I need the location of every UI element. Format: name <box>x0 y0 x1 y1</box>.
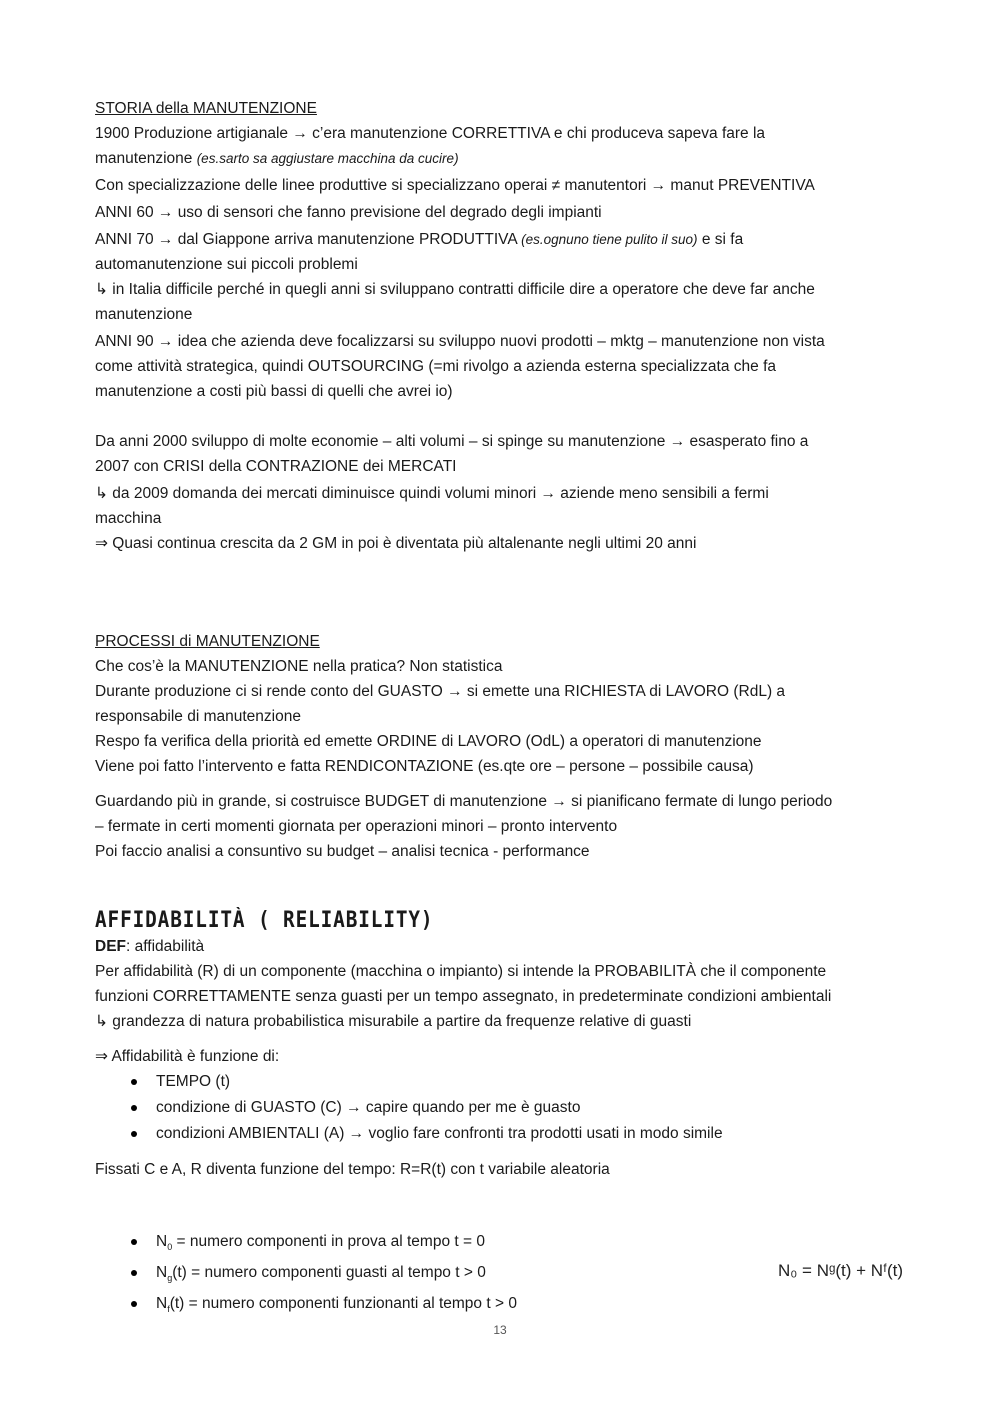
list-item-text: condizioni AMBIENTALI (A) → voglio fare confronti tra prodotti usati in modo simile <box>156 1125 723 1142</box>
section-title-processi: PROCESSI di MANUTENZIONE <box>95 633 320 650</box>
bullet-icon <box>131 1270 137 1276</box>
subscript: g <box>167 1273 173 1284</box>
section-title-storia: STORIA della MANUTENZIONE <box>95 100 317 117</box>
paragraph-line: Respo fa verifica della priorità ed emette ORDINE di LAVORO (OdL) a operatori di manutenzione <box>95 733 762 750</box>
formula: N₀ = Nᵍ(t) + Nᶠ(t) <box>778 1261 904 1280</box>
paragraph-line: – fermate in certi momenti giornata per operazioni minori – pronto intervento <box>95 818 618 835</box>
paragraph-line: Poi faccio analisi a consuntivo su budget – analisi tecnica - performance <box>95 843 590 860</box>
paragraph-line: Viene poi fatto l’intervento e fatta RENDICONTAZIONE (es.qte ore – persone – possibile causa) <box>95 758 754 775</box>
text-run: : affidabilità <box>126 938 205 955</box>
paragraph-line: Durante produzione ci si rende conto del GUASTO → si emette una RICHIESTA di LAVORO (RdL) a <box>95 683 786 700</box>
bullet-icon <box>131 1079 137 1085</box>
list-item <box>95 1121 905 1147</box>
bullet-icon <box>131 1105 137 1111</box>
paragraph-line: ⇒ Quasi continua crescita da 2 GM in poi è diventata più altalenante negli ultimi 20 anni <box>95 535 697 552</box>
document-page <box>95 96 905 1322</box>
def-label: DEF <box>95 938 126 955</box>
paragraph-line: ⇒ Affidabilità è funzione di: <box>95 1048 280 1065</box>
symbol: N <box>156 1264 168 1282</box>
italic-note: (es.ognuno tiene pulito il suo) <box>521 232 698 247</box>
paragraph-line <box>95 227 905 252</box>
paragraph-line: ↳ grandezza di natura probabilistica misurabile a partire da frequenze relative di guasti <box>95 1013 692 1030</box>
page-number: 13 <box>493 1323 507 1337</box>
list-item-text: = numero componenti in prova al tempo t = 0 <box>172 1233 485 1250</box>
heading-affidabilita: AFFIDABILITÀ ( RELIABILITY) <box>95 908 434 933</box>
paragraph-line: ANNI 90 → idea che azienda deve focalizzarsi su sviluppo nuovi prodotti – mktg – manutenzione non vista <box>95 333 825 350</box>
paragraph-line: funzioni CORRETTAMENTE senza guasti per un tempo assegnato, in predeterminate condizioni ambientali <box>95 988 832 1005</box>
paragraph-line: ANNI 60 → uso di sensori che fanno previsione del degrado degli impianti <box>95 204 602 221</box>
spacer <box>95 404 905 429</box>
paragraph-line: manutenzione <box>95 306 193 323</box>
list-item <box>95 1095 905 1121</box>
subscript: 0 <box>167 1242 173 1253</box>
bullet-icon <box>131 1301 137 1307</box>
spacer <box>95 556 905 629</box>
list-item-text: (t) = numero componenti funzionanti al tempo t > 0 <box>169 1295 517 1313</box>
text-run: ANNI 70 → dal Giappone arriva manutenzione PRODUTTIVA <box>95 231 522 248</box>
spacer <box>95 779 905 789</box>
italic-note: (es.sarto sa aggiustare macchina da cucire) <box>196 151 459 166</box>
paragraph-line <box>95 146 905 171</box>
bullet-icon <box>131 1131 137 1137</box>
paragraph-line: Con specializzazione delle linee produttive si specializzano operai ≠ manutentori → manut PREVENTIVA <box>95 177 815 194</box>
paragraph-line: manutenzione a costi più bassi di quelli che avrei io) <box>95 383 453 400</box>
spacer <box>95 1182 905 1229</box>
symbol: N <box>156 1295 168 1313</box>
spacer <box>95 1147 905 1157</box>
bullet-icon <box>131 1239 137 1245</box>
list-item-text: (t) = numero componenti guasti al tempo t > 0 <box>172 1264 486 1282</box>
list-item <box>95 1229 905 1260</box>
paragraph-line: Guardando più in grande, si costruisce BUDGET di manutenzione → si pianificano fermate di lungo periodo <box>95 793 833 810</box>
paragraph-line: Che cos’è la MANUTENZIONE nella pratica? Non statistica <box>95 658 503 675</box>
paragraph-line: macchina <box>95 510 162 527</box>
paragraph-line: responsabile di manutenzione <box>95 708 301 725</box>
paragraph-line: automanutenzione sui piccoli problemi <box>95 256 358 273</box>
symbol: N <box>156 1233 168 1250</box>
spacer <box>95 1034 905 1044</box>
text-run: manutenzione <box>95 150 197 167</box>
text-run: e si fa <box>697 231 744 248</box>
subscript: f <box>167 1304 170 1315</box>
list-item <box>95 1069 905 1095</box>
paragraph-line: ↳ da 2009 domanda dei mercati diminuisce quindi volumi minori → aziende meno sensibili a fermi <box>95 485 769 502</box>
spacer <box>95 864 905 904</box>
paragraph-line: Per affidabilità (R) di un componente (macchina o impianto) si intende la PROBABILITÀ che il componente <box>95 963 827 980</box>
paragraph-line: 1900 Produzione artigianale → c’era manutenzione CORRETTIVA e chi produceva sapeva fare la <box>95 125 766 142</box>
paragraph-line: ↳ in Italia difficile perché in quegli anni si sviluppano contratti difficile dire a operatore che deve far anche <box>95 281 815 298</box>
paragraph-line: Da anni 2000 sviluppo di molte economie – alti volumi – si spinge su manutenzione → esasperato fino a <box>95 433 809 450</box>
list-item-text: condizione di GUASTO (C) → capire quando per me è guasto <box>156 1099 581 1116</box>
paragraph-line: Fissati C e A, R diventa funzione del tempo: R=R(t) con t variabile aleatoria <box>95 1161 610 1178</box>
paragraph-line: come attività strategica, quindi OUTSOURCING (=mi rivolgo a azienda esterna specializzata che fa <box>95 358 777 375</box>
list-item <box>95 1291 905 1322</box>
paragraph-line: 2007 con CRISI della CONTRAZIONE dei MERCATI <box>95 458 457 475</box>
list-item-text: TEMPO (t) <box>156 1073 231 1090</box>
bullet-list <box>95 1069 905 1147</box>
